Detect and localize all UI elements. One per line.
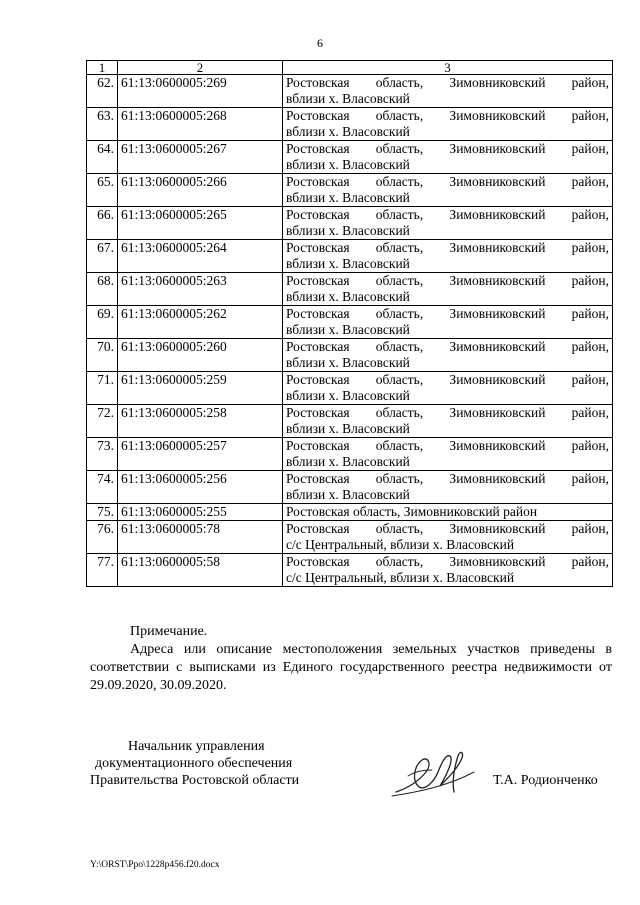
table-row bbox=[87, 521, 613, 554]
signatory-title-line-1: Начальник управления bbox=[128, 739, 265, 754]
cadastral-number: 61:13:0600005:256 bbox=[118, 471, 283, 504]
cadastral-number: 61:13:0600005:262 bbox=[118, 306, 283, 339]
address-line-2: вблизи х. Власовский bbox=[286, 190, 410, 205]
row-number: 68. bbox=[87, 273, 118, 306]
row-number: 64. bbox=[87, 141, 118, 174]
cadastral-number: 61:13:0600005:259 bbox=[118, 372, 283, 405]
parcel-address bbox=[283, 306, 613, 339]
cadastral-number: 61:13:0600005:265 bbox=[118, 207, 283, 240]
table-row bbox=[87, 141, 613, 174]
cadastral-number: 61:13:0600005:267 bbox=[118, 141, 283, 174]
address-line-2: вблизи х. Власовский bbox=[286, 487, 410, 502]
row-number: 63. bbox=[87, 108, 118, 141]
parcel-address bbox=[283, 339, 613, 372]
table-row bbox=[87, 306, 613, 339]
parcel-address bbox=[283, 108, 613, 141]
handwritten-signature bbox=[388, 742, 478, 802]
parcel-address bbox=[283, 174, 613, 207]
table-row bbox=[87, 504, 613, 521]
address-line-1: Ростовская область, Зимовниковский район, bbox=[286, 554, 609, 569]
signer-name: Т.А. Родионченко bbox=[493, 773, 598, 788]
row-number: 66. bbox=[87, 207, 118, 240]
address-line-2: вблизи х. Власовский bbox=[286, 157, 410, 172]
address-line-1: Ростовская область, Зимовниковский район, bbox=[286, 438, 609, 453]
cadastral-number: 61:13:0600005:268 bbox=[118, 108, 283, 141]
parcel-address bbox=[283, 141, 613, 174]
parcel-address bbox=[283, 521, 613, 554]
cadastral-number: 61:13:0600005:258 bbox=[118, 405, 283, 438]
address-line-1: Ростовская область, Зимовниковский район, bbox=[286, 372, 609, 387]
parcel-address bbox=[283, 207, 613, 240]
file-path-footer: Y:\ORST\Ppo\1228p456.f20.docx bbox=[90, 860, 220, 870]
signatory-title-line-2: документационного обеспечения bbox=[95, 756, 293, 771]
row-number: 67. bbox=[87, 240, 118, 273]
cadastral-number: 61:13:0600005:263 bbox=[118, 273, 283, 306]
table-row bbox=[87, 240, 613, 273]
row-number: 71. bbox=[87, 372, 118, 405]
note-title: Примечание. bbox=[130, 624, 208, 639]
note-section bbox=[90, 623, 612, 695]
signatory-title-line-3: Правительства Ростовской области bbox=[90, 773, 300, 788]
cadastral-number: 61:13:0600005:260 bbox=[118, 339, 283, 372]
address-line-1: Ростовская область, Зимовниковский район, bbox=[286, 521, 609, 536]
row-number: 72. bbox=[87, 405, 118, 438]
table-body bbox=[87, 75, 613, 587]
row-number: 74. bbox=[87, 471, 118, 504]
row-number: 75. bbox=[87, 504, 118, 521]
cadastral-number: 61:13:0600005:266 bbox=[118, 174, 283, 207]
signatory-title bbox=[90, 738, 340, 789]
parcel-address bbox=[283, 240, 613, 273]
address-line-2: вблизи х. Власовский bbox=[286, 91, 410, 106]
table-row bbox=[87, 75, 613, 108]
row-number: 76. bbox=[87, 521, 118, 554]
address-line-1: Ростовская область, Зимовниковский район, bbox=[286, 207, 609, 222]
address-line-2: вблизи х. Власовский bbox=[286, 421, 410, 436]
address-line-2: вблизи х. Власовский bbox=[286, 388, 410, 403]
address-line-1: Ростовская область, Зимовниковский район, bbox=[286, 240, 609, 255]
address-line-2: вблизи х. Власовский bbox=[286, 256, 410, 271]
address-line-1: Ростовская область, Зимовниковский район, bbox=[286, 75, 609, 90]
address-line-2: вблизи х. Власовский bbox=[286, 124, 410, 139]
table-row bbox=[87, 207, 613, 240]
address-line-1: Ростовская область, Зимовниковский район, bbox=[286, 339, 609, 354]
address-line-2: вблизи х. Власовский bbox=[286, 322, 410, 337]
header-col-3: 3 bbox=[283, 61, 613, 75]
parcel-address bbox=[283, 471, 613, 504]
address-line-1: Ростовская область, Зимовниковский район, bbox=[286, 306, 609, 321]
cadastral-number: 61:13:0600005:58 bbox=[118, 554, 283, 587]
parcel-address bbox=[283, 438, 613, 471]
row-number: 70. bbox=[87, 339, 118, 372]
table-row bbox=[87, 554, 613, 587]
address-line-2: вблизи х. Власовский bbox=[286, 289, 410, 304]
cadastral-number: 61:13:0600005:78 bbox=[118, 521, 283, 554]
address-line-1: Ростовская область, Зимовниковский район, bbox=[286, 405, 609, 420]
parcel-address bbox=[283, 273, 613, 306]
parcels-table bbox=[86, 60, 613, 587]
cadastral-number: 61:13:0600005:269 bbox=[118, 75, 283, 108]
address-line-1: Ростовская область, Зимовниковский район, bbox=[286, 471, 609, 486]
header-col-1: 1 bbox=[87, 61, 118, 75]
table-row bbox=[87, 471, 613, 504]
row-number: 73. bbox=[87, 438, 118, 471]
row-number: 65. bbox=[87, 174, 118, 207]
parcel-address bbox=[283, 554, 613, 587]
table-row bbox=[87, 405, 613, 438]
row-number: 69. bbox=[87, 306, 118, 339]
table-row bbox=[87, 339, 613, 372]
address-line-2: вблизи х. Власовский bbox=[286, 454, 410, 469]
address-line-2: с/с Центральный, вблизи х. Власовский bbox=[286, 537, 515, 552]
row-number: 77. bbox=[87, 554, 118, 587]
address-line-2: вблизи х. Власовский bbox=[286, 223, 410, 238]
note-text: Адреса или описание местоположения земельных участков приведены в соответствии с выписками из Единого государственного реестра недвижимости от 29.09.2020, 30.09.2020. bbox=[90, 642, 612, 693]
parcel-address bbox=[283, 372, 613, 405]
address-line-2: вблизи х. Власовский bbox=[286, 355, 410, 370]
address-line-1: Ростовская область, Зимовниковский район, bbox=[286, 108, 609, 123]
table-row bbox=[87, 438, 613, 471]
address-line-1: Ростовская область, Зимовниковский район, bbox=[286, 141, 609, 156]
parcel-address bbox=[283, 405, 613, 438]
address-line-1: Ростовская область, Зимовниковский район, bbox=[286, 273, 609, 288]
address-line-1: Ростовская область, Зимовниковский район bbox=[286, 504, 538, 519]
parcel-address bbox=[283, 75, 613, 108]
parcel-address bbox=[283, 504, 613, 521]
cadastral-number: 61:13:0600005:255 bbox=[118, 504, 283, 521]
table-header-row bbox=[87, 61, 613, 75]
table-row bbox=[87, 174, 613, 207]
table-header bbox=[87, 61, 613, 75]
table-row bbox=[87, 372, 613, 405]
row-number: 62. bbox=[87, 75, 118, 108]
header-col-2: 2 bbox=[118, 61, 283, 75]
table-row bbox=[87, 273, 613, 306]
cadastral-number: 61:13:0600005:264 bbox=[118, 240, 283, 273]
address-line-2: с/с Центральный, вблизи х. Власовский bbox=[286, 570, 515, 585]
table-row bbox=[87, 108, 613, 141]
page-number: 6 bbox=[317, 36, 323, 50]
address-line-1: Ростовская область, Зимовниковский район, bbox=[286, 174, 609, 189]
cadastral-number: 61:13:0600005:257 bbox=[118, 438, 283, 471]
